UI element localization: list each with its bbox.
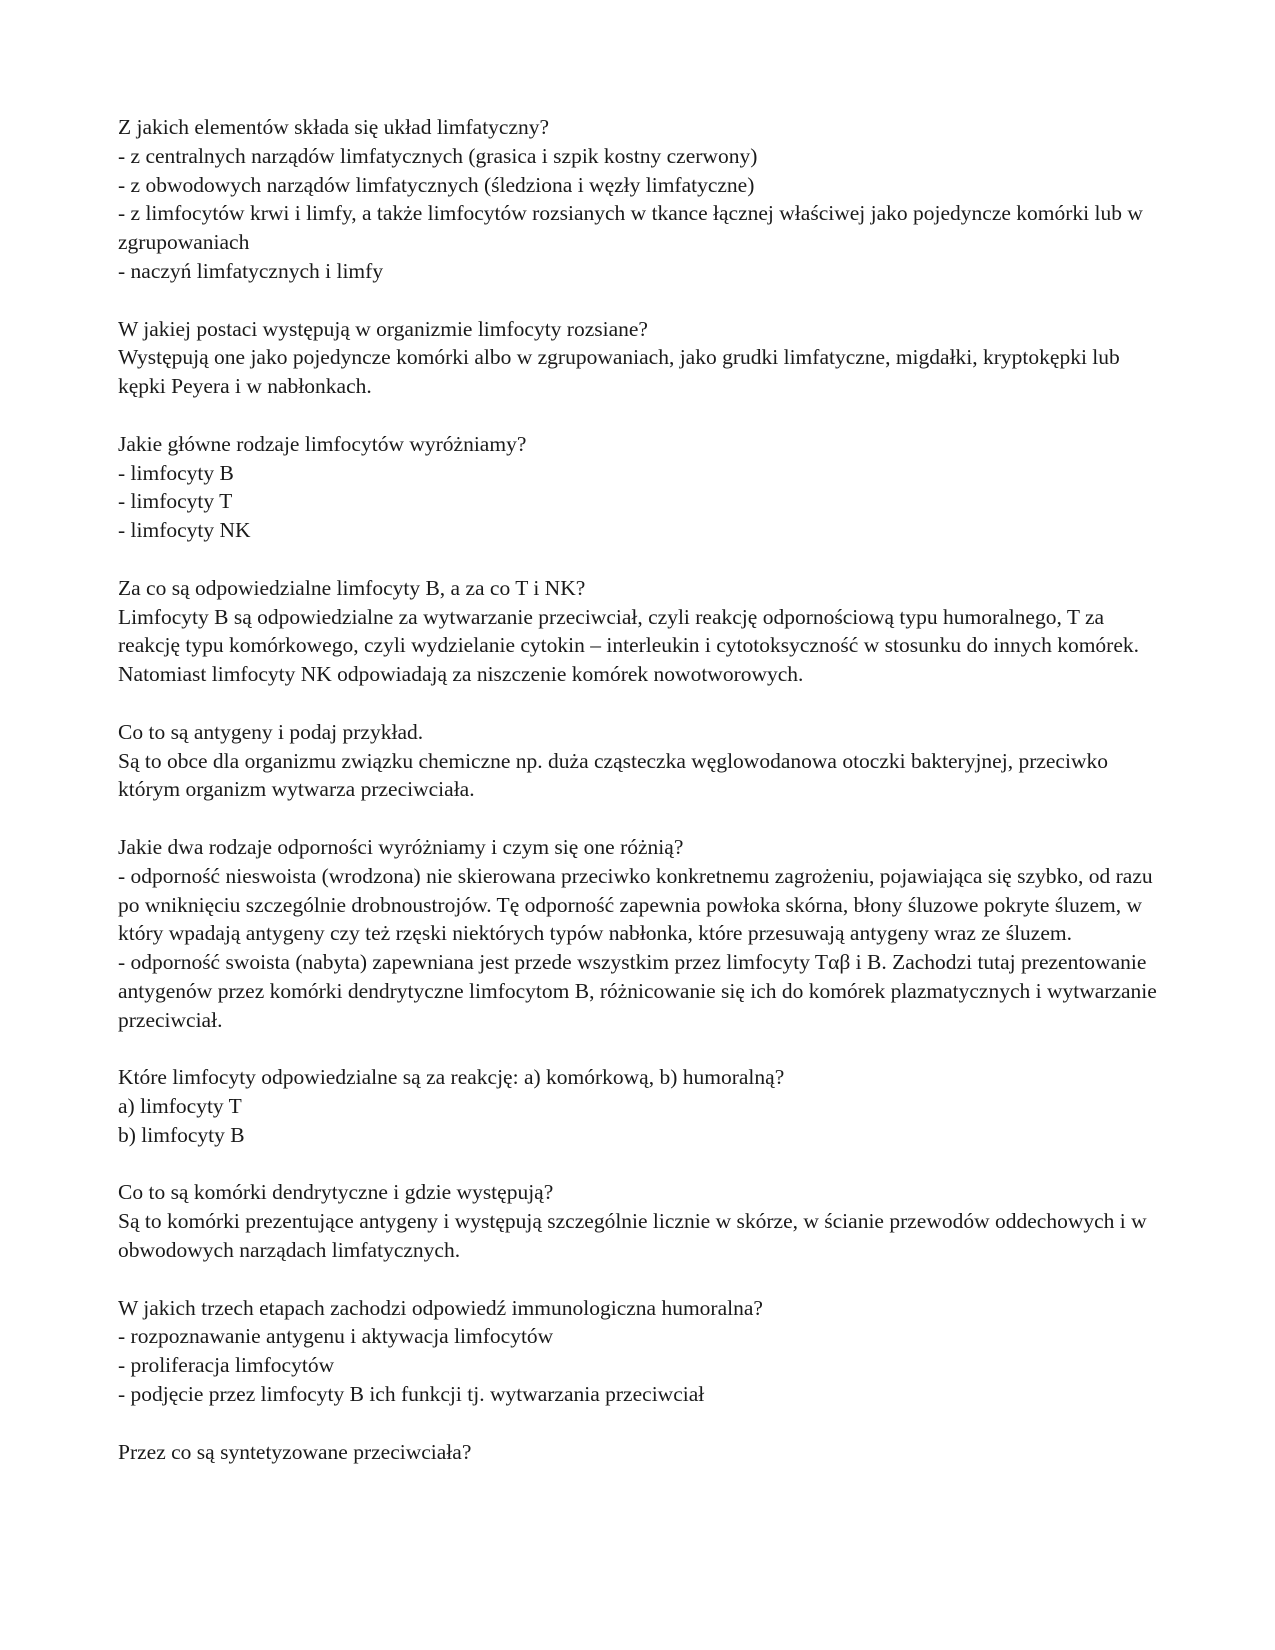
question: Za co są odpowiedzialne limfocyty B, a za co T i NK?: [118, 575, 586, 600]
answer-line: - odporność nieswoista (wrodzona) nie skierowana przeciwko konkretnemu zagrożeniu, pojawiająca się szybko, od razu po wniknięciu szczególnie drobnoustrojów. Tę odporność zapewnia powłoka skórna, błony śluzowe pokryte śluzem, w który wpadają antygeny czy też rzęski niektórych typów nabłonka, które przesuwają antygeny wraz ze śluzem.: [118, 863, 1153, 946]
answer-line: Występują one jako pojedyncze komórki albo w zgrupowaniach, jako grudki limfatyczne, migdałki, kryptokępki lub kępki Peyera i w nabłonkach.: [118, 345, 1120, 399]
qa-section: [118, 315, 1168, 401]
answer-line: - proliferacja limfocytów: [118, 1353, 335, 1378]
question: Przez co są syntetyzowane przeciwciała?: [118, 1439, 472, 1464]
qa-section: [118, 1063, 1168, 1149]
document-body: [118, 113, 1168, 1466]
qa-section: [118, 574, 1168, 689]
question: Z jakich elementów składa się układ limfatyczny?: [118, 115, 550, 139]
qa-section: [118, 113, 1168, 286]
answer-line: - limfocyty B: [118, 460, 234, 485]
answer-line: - naczyń limfatycznych i limfy: [118, 258, 384, 283]
qa-section: [118, 1438, 1168, 1467]
answer-line: - z obwodowych narządów limfatycznych (śledziona i węzły limfatyczne): [118, 172, 755, 197]
question: W jakiej postaci występują w organizmie limfocyty rozsiane?: [118, 316, 648, 341]
question: Co to są komórki dendrytyczne i gdzie występują?: [118, 1180, 554, 1205]
question: W jakich trzech etapach zachodzi odpowiedź immunologiczna humoralna?: [118, 1295, 763, 1320]
qa-section: [118, 718, 1168, 804]
answer-line: Są to komórki prezentujące antygeny i występują szczególnie licznie w skórze, w ścianie przewodów oddechowych i w obwodowych narządach limfatycznych.: [118, 1209, 1147, 1263]
question: Co to są antygeny i podaj przykład.: [118, 719, 424, 744]
qa-section: [118, 1178, 1168, 1264]
question: Jakie dwa rodzaje odporności wyróżniamy i czym się one różnią?: [118, 834, 684, 859]
answer-line: a) limfocyty T: [118, 1094, 242, 1119]
answer-line: - limfocyty T: [118, 489, 233, 514]
qa-section: [118, 833, 1168, 1035]
qa-section: [118, 430, 1168, 545]
answer-line: - rozpoznawanie antygenu i aktywacja limfocytów: [118, 1324, 554, 1349]
question: Które limfocyty odpowiedzialne są za reakcję: a) komórkową, b) humoralną?: [118, 1065, 785, 1090]
answer-line: Limfocyty B są odpowiedzialne za wytwarzanie przeciwciał, czyli reakcję odpornościową typu humoralnego, T za reakcję typu komórkowego, czyli wydzielanie cytokin – interleukin i cytotoksyczność w stosunku do innych komórek. Natomiast limfocyty NK odpowiadają za niszczenie komórek nowotworowych.: [118, 604, 1140, 687]
question: Jakie główne rodzaje limfocytów wyróżniamy?: [118, 431, 527, 456]
answer-line: Są to obce dla organizmu związku chemiczne np. duża cząsteczka węglowodanowa otoczki bakteryjnej, przeciwko którym organizm wytwarza przeciwciała.: [118, 748, 1108, 802]
answer-line: - podjęcie przez limfocyty B ich funkcji tj. wytwarzania przeciwciał: [118, 1382, 705, 1407]
answer-line: - z limfocytów krwi i limfy, a także limfocytów rozsianych w tkance łącznej właściwej jako pojedyncze komórki lub w zgrupowaniach: [118, 201, 1143, 255]
answer-line: - odporność swoista (nabyta) zapewniana jest przede wszystkim przez limfocyty Tαβ i B. Zachodzi tutaj prezentowanie antygenów przez komórki dendrytyczne limfocytom B, różnicowanie się ich do komórek plazmatycznych i wytwarzanie przeciwciał.: [118, 950, 1157, 1032]
answer-line: b) limfocyty B: [118, 1122, 245, 1147]
answer-line: - z centralnych narządów limfatycznych (grasica i szpik kostny czerwony): [118, 143, 758, 168]
qa-section: [118, 1294, 1168, 1409]
answer-line: - limfocyty NK: [118, 518, 251, 543]
